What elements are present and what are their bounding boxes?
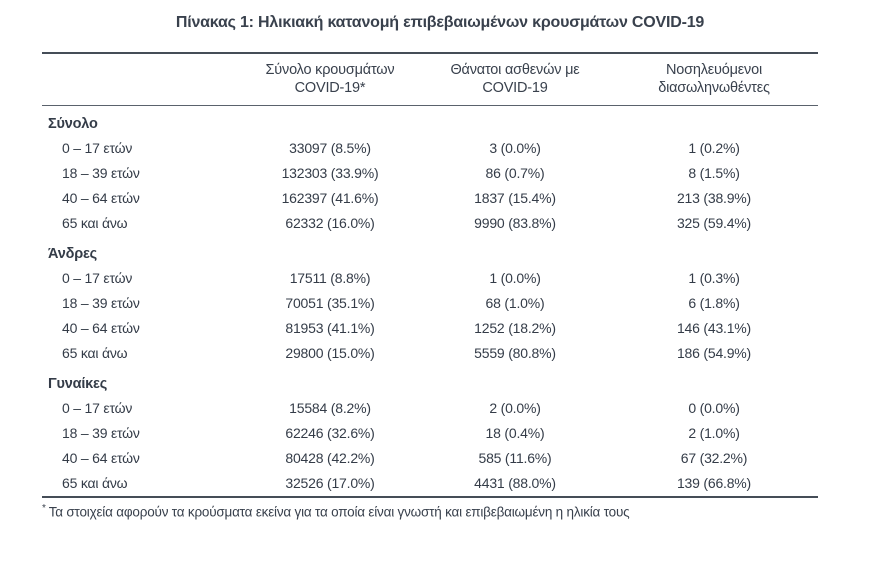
cases-value: 162397 (41.6%) bbox=[281, 190, 379, 206]
column-header-deaths-line2: COVID-19 bbox=[482, 80, 548, 96]
table-row bbox=[42, 136, 818, 161]
column-header-intubated bbox=[610, 53, 818, 106]
deaths-value: 18 (0.4%) bbox=[485, 425, 545, 441]
age-group-label: 0 – 17 ετών bbox=[62, 270, 133, 286]
age-group-label: 40 – 64 ετών bbox=[62, 320, 140, 336]
intubated-value: 146 (43.1%) bbox=[676, 320, 752, 336]
table-row bbox=[42, 266, 818, 291]
section-label-men: Άνδρες bbox=[48, 246, 97, 262]
table-row bbox=[42, 446, 818, 471]
footnote-marker: * bbox=[42, 503, 46, 514]
table-row bbox=[42, 341, 818, 366]
cases-value: 81953 (41.1%) bbox=[285, 320, 375, 336]
age-group-label: 40 – 64 ετών bbox=[62, 450, 140, 466]
deaths-value: 9990 (83.8%) bbox=[474, 215, 556, 231]
deaths-value: 86 (0.7%) bbox=[485, 165, 545, 181]
table-row bbox=[42, 161, 818, 186]
column-header-deaths-line1: Θάνατοι ασθενών με bbox=[450, 62, 580, 78]
table-header-row bbox=[42, 53, 818, 106]
intubated-value: 8 (1.5%) bbox=[688, 165, 740, 181]
cases-value: 70051 (35.1%) bbox=[285, 295, 375, 311]
intubated-value: 1 (0.3%) bbox=[688, 270, 740, 286]
cases-value: 62332 (16.0%) bbox=[285, 215, 375, 231]
table-row bbox=[42, 421, 818, 446]
deaths-value: 1252 (18.2%) bbox=[474, 320, 556, 336]
deaths-value: 4431 (88.0%) bbox=[474, 475, 556, 491]
age-group-label: 40 – 64 ετών bbox=[62, 190, 140, 206]
table-row bbox=[42, 291, 818, 316]
column-header-deaths bbox=[420, 53, 610, 106]
age-group-label: 65 και άνω bbox=[62, 475, 128, 491]
cases-value: 15584 (8.2%) bbox=[289, 400, 371, 416]
cases-value: 17511 (8.8%) bbox=[289, 270, 371, 286]
table-row bbox=[42, 471, 818, 497]
intubated-value: 0 (0.0%) bbox=[688, 400, 740, 416]
intubated-value: 1 (0.2%) bbox=[688, 140, 740, 156]
footnote-text: Τα στοιχεία αφορούν τα κρούσματα εκείνα για τα οποία είναι γνωστή και επιβεβαιωμένη η ηλικία τους bbox=[48, 504, 630, 520]
deaths-value: 2 (0.0%) bbox=[489, 400, 541, 416]
intubated-value: 6 (1.8%) bbox=[688, 295, 740, 311]
section-row-men bbox=[42, 236, 818, 266]
column-header-cases bbox=[240, 53, 420, 106]
table-title: Πίνακας 1: Ηλικιακή κατανομή επιβεβαιωμένων κρουσμάτων COVID-19 bbox=[175, 14, 705, 31]
cases-value: 29800 (15.0%) bbox=[285, 345, 375, 361]
deaths-value: 585 (11.6%) bbox=[478, 450, 552, 466]
age-group-label: 0 – 17 ετών bbox=[62, 140, 133, 156]
deaths-value: 5559 (80.8%) bbox=[474, 345, 556, 361]
intubated-value: 325 (59.4%) bbox=[676, 215, 752, 231]
table-body bbox=[42, 106, 818, 498]
table-row bbox=[42, 186, 818, 211]
section-label-women: Γυναίκες bbox=[48, 376, 108, 392]
age-group-label: 0 – 17 ετών bbox=[62, 400, 133, 416]
cases-value: 80428 (42.2%) bbox=[285, 450, 375, 466]
cases-value: 32526 (17.0%) bbox=[285, 475, 375, 491]
age-group-label: 18 – 39 ετών bbox=[62, 165, 140, 181]
intubated-value: 2 (1.0%) bbox=[688, 425, 740, 441]
footnote bbox=[42, 503, 818, 520]
age-group-label: 18 – 39 ετών bbox=[62, 295, 140, 311]
column-header-intubated-line1: Νοσηλευόμενοι bbox=[665, 62, 762, 78]
cases-value: 33097 (8.5%) bbox=[289, 140, 371, 156]
intubated-value: 67 (32.2%) bbox=[680, 450, 748, 466]
column-header-cases-line2: COVID-19* bbox=[294, 80, 366, 96]
age-group-label: 65 και άνω bbox=[62, 215, 128, 231]
column-header-cases-line1: Σύνολο κρουσμάτων bbox=[265, 62, 395, 78]
cases-value: 62246 (32.6%) bbox=[285, 425, 375, 441]
deaths-value: 1837 (15.4%) bbox=[474, 190, 556, 206]
table-row bbox=[42, 211, 818, 236]
intubated-value: 213 (38.9%) bbox=[676, 190, 752, 206]
deaths-value: 3 (0.0%) bbox=[489, 140, 541, 156]
intubated-value: 139 (66.8%) bbox=[676, 475, 752, 491]
deaths-value: 68 (1.0%) bbox=[485, 295, 545, 311]
section-row-total bbox=[42, 106, 818, 137]
intubated-value: 186 (54.9%) bbox=[676, 345, 752, 361]
covid-age-distribution-table bbox=[42, 52, 818, 498]
table-row bbox=[42, 396, 818, 421]
section-row-women bbox=[42, 366, 818, 396]
table-row bbox=[42, 316, 818, 341]
cases-value: 132303 (33.9%) bbox=[281, 165, 379, 181]
column-header-intubated-line2: διασωληνωθέντες bbox=[658, 80, 770, 96]
age-group-label: 65 και άνω bbox=[62, 345, 128, 361]
section-label-total: Σύνολο bbox=[48, 116, 98, 132]
column-header-empty bbox=[42, 53, 240, 106]
deaths-value: 1 (0.0%) bbox=[489, 270, 541, 286]
age-group-label: 18 – 39 ετών bbox=[62, 425, 140, 441]
